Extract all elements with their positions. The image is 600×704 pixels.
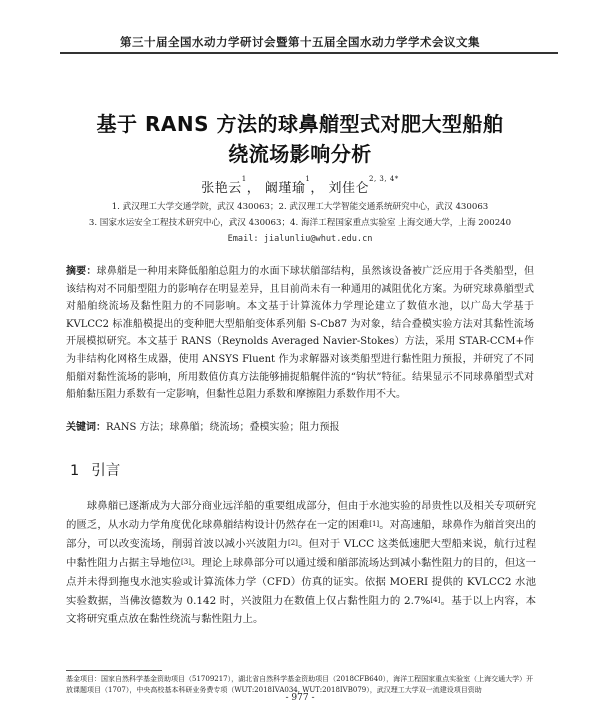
author-name: 张艳云 <box>201 181 242 196</box>
page-number: - 977 - <box>285 693 315 703</box>
author-affiliation-mark: 1 <box>241 175 247 183</box>
citation-ref: [2] <box>287 538 298 547</box>
header-divider <box>60 52 558 54</box>
abstract <box>66 263 534 404</box>
body-text-segment: 。但对于 VLCC 这类低速肥大型船来说，航行过程中黏性阻力占据主导地位 <box>66 537 536 569</box>
author-name: 阚瑾瑜 <box>264 181 306 196</box>
body-text-segment: 球鼻艏已逐渐成为大部分商业远洋船的重要组成部分，但由于水池实验的昂贵性以及相关专项研究的匮乏，从水动力学角度优化球鼻艏结构设计仍然存在一定的困难 <box>66 500 536 531</box>
author-affiliation-mark: 1 <box>305 175 311 183</box>
running-header: 第三十届全国水动力学研讨会暨第十五届全国水动力学学术会议文集 <box>120 35 480 49</box>
body-paragraph <box>66 497 536 629</box>
funding-footnote: 基金项目：国家自然科学基金资助项目（51709217），湖北省自然科学基金资助项目（2018CFB640），海洋工程国家重点实验室（上海交通大学）开放课题项目（1707），中央高校基本科研业务费专项（WUT:2018IVA034, WUT:2018IVB079），武汉理工大学双一流建设项目资助 <box>66 675 534 694</box>
paper-title-line-2: 绕流场影响分析 <box>228 142 372 166</box>
keywords <box>66 418 536 433</box>
keywords-label: 关键词： <box>66 422 106 433</box>
section-heading <box>70 459 120 480</box>
keywords-text: RANS 方法；球鼻艏；绕流场；叠模实验；阻力预报 <box>106 422 340 433</box>
paper-title-line-1: 基于 RANS 方法的球鼻艏型式对肥大型船舶 <box>96 112 504 136</box>
body-text-segment: 。基于以上内容，本文将研究重点放在黏性绕流与黏性阻力上。 <box>66 594 536 626</box>
citation-ref: [3] <box>181 557 191 566</box>
affiliation-line-2: 3. 国家水运安全工程技术研究中心，武汉 430063；4. 海洋工程国家重点实验室 上海交通大学，上海 200240 <box>88 218 512 228</box>
section-title: 引言 <box>91 463 121 479</box>
abstract-text: 球鼻艏是一种用来降低船舶总阻力的水面下球状艏部结构，虽然该设备被广泛应用于各类船型，但该结构对不同船型阻力的影响存在明显差异，且目前尚未有一种通用的减阻优化方案。为研究球鼻艏型式对船舶绕流场及黏性阻力的不同影响。本文基于计算流体力学理论建立了数值水池，以广岛大学基于 KVLCC2 标准船模提出的变种肥大型船舶变体系列船 S-Cb87 为对象，结合叠模实验方法对其黏性流场开展模拟研究。本文基于 RANS（Reynolds Averaged Navier-Stokes）方法，采用 STAR-CCM+作为非结构化网格生成器，使用 ANSYS Fluent 作为求解器对该类船型进行黏性阻力预报，并研究了不同船艏对黏性流场的影响，所用数值仿真方法能够捕捉船艉伴流的“钩状”特征。结果显示不同球鼻艏型式对船舶黏压阻力系数有一定影响，但黏性总阻力系数和摩擦阻力系数作用不大。 <box>66 266 535 401</box>
citation-ref: [1] <box>369 519 380 528</box>
author-name: 刘佳仑 <box>328 181 370 196</box>
author-separator: ， <box>310 181 324 196</box>
author-affiliation-mark: 2, 3, 4* <box>369 175 399 183</box>
citation-ref: [4] <box>430 595 441 604</box>
body-text-segment: 。对高速船，球鼻作为艏首突出的部分，可以改变流场，削弱首波以减小兴波阻力 <box>66 518 536 550</box>
author-list <box>0 177 600 196</box>
body-text-segment: 。理论上球鼻部分可以通过缓和艏部流场达到减小黏性阻力的目的，但这一点并未得到拖曳水池实验或计算流体力学（CFD）仿真的证实。依据 MOERI 提供的 KVLCC2 水池实验数据，当佛汝德数为 0.142 时，兴波阻力在数值上仅占黏性阻力的 2.7% <box>66 556 537 607</box>
author-separator: ， <box>246 181 261 196</box>
corresponding-email: Email: jialunliu@whut.edu.cn <box>227 234 373 244</box>
section-number: 1 <box>70 463 80 479</box>
abstract-label: 摘要： <box>66 266 97 277</box>
affiliation-line-1: 1. 武汉理工大学交通学院，武汉 430063；2. 武汉理工大学智能交通系统研究中心，武汉 430063 <box>111 202 489 212</box>
footnote-divider <box>66 670 162 671</box>
